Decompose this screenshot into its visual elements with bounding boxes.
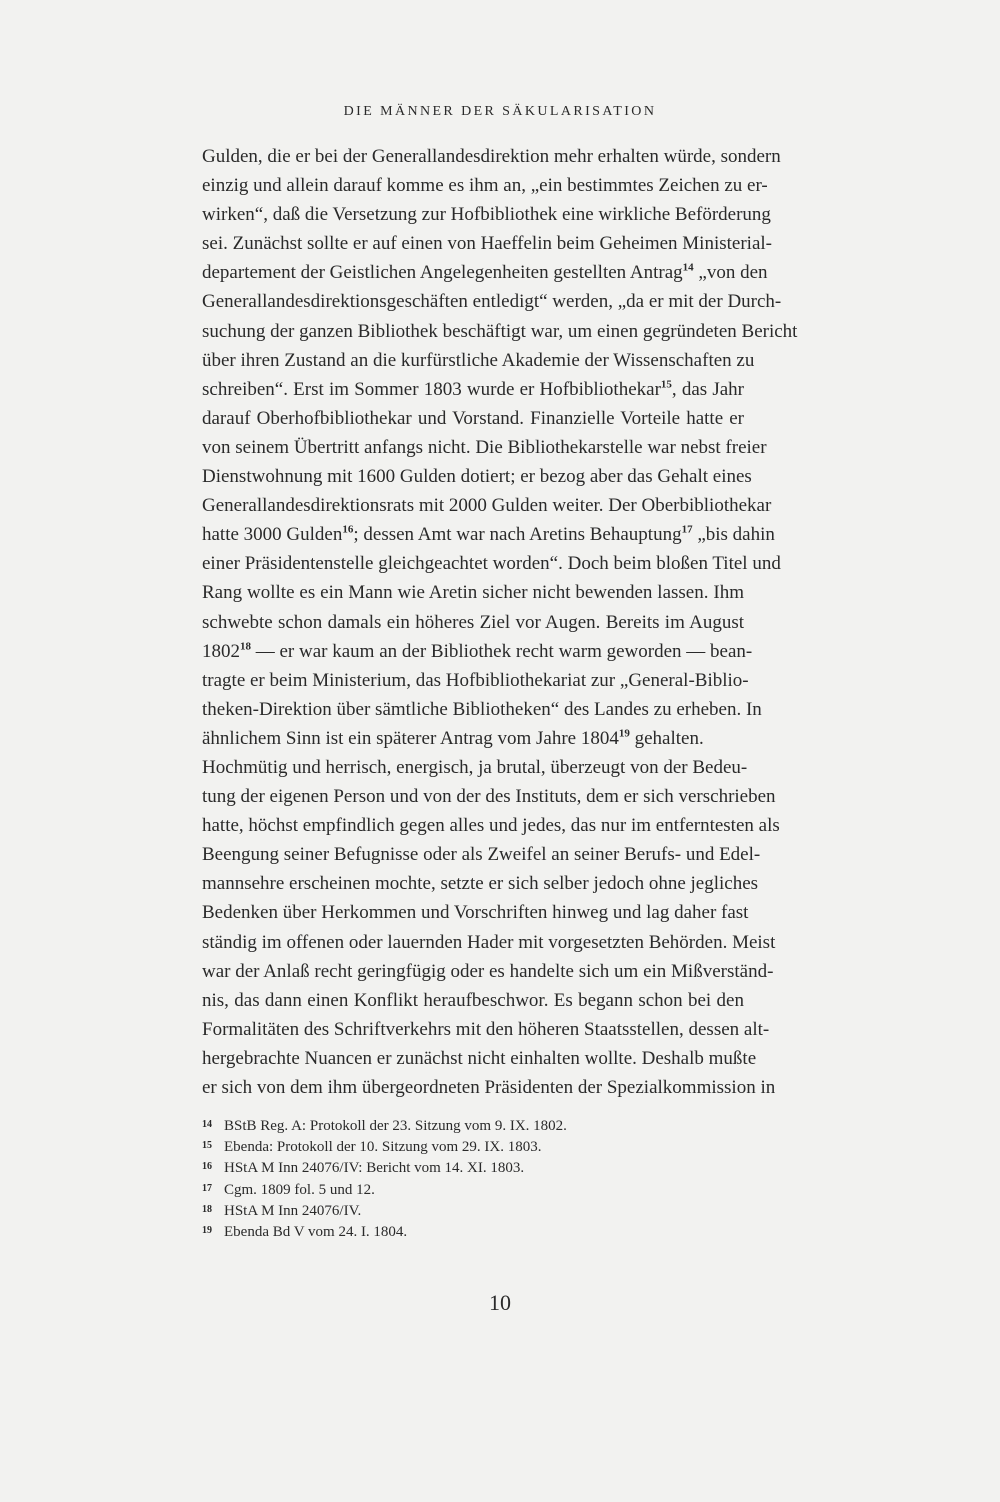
- footnote: [202, 1135, 744, 1156]
- running-head: DIE MÄNNER DER SÄKULARISATION: [343, 104, 657, 119]
- footnote-ref: 15: [660, 378, 672, 391]
- text-run: über ihren Zustand an die kurfürstliche Akademie der Wissenschaften zu: [202, 349, 755, 371]
- text-run: tragte er beim Ministerium, das Hofbibliothekariat zur „General-Biblio-: [202, 669, 749, 691]
- text-line: [202, 491, 772, 520]
- text-line: [202, 840, 761, 869]
- footnote-number: 17: [202, 1182, 212, 1194]
- footnote-ref: 14: [682, 262, 694, 275]
- page-number: 10: [489, 1290, 511, 1315]
- footnote-number: 16: [202, 1161, 212, 1173]
- text-line: [202, 898, 749, 927]
- body-text: [202, 142, 798, 1102]
- footnote-number: 15: [202, 1140, 212, 1152]
- text-line: [202, 986, 744, 1015]
- text-line: [202, 695, 762, 724]
- text-line: [202, 200, 771, 229]
- text-run: Beengung seiner Befugnisse oder als Zweifel an seiner Berufs- und Edel-: [202, 844, 761, 866]
- text-run: von seinem Übertritt anfangs nicht. Die Bibliothekarstelle war nebst freier: [202, 436, 767, 458]
- text-run: departement der Geistlichen Angelegenheiten gestellten Antrag: [202, 262, 683, 284]
- footnote: [202, 1178, 744, 1199]
- text-line: [202, 287, 782, 316]
- text-run: schwebte schon damals ein höheres Ziel vor Augen. Bereits im August: [202, 611, 744, 633]
- footnote-ref: 18: [240, 640, 251, 653]
- text-run: hatte 3000 Gulden: [202, 524, 343, 546]
- text-run: Dienstwohnung mit 1600 Gulden dotiert; er bezog aber das Gehalt eines: [202, 466, 752, 488]
- text-line: [202, 637, 753, 666]
- text-line: [202, 346, 755, 375]
- footnote: [202, 1199, 744, 1220]
- text-run: mannsehre erscheinen mochte, setzte er sich selber jedoch ohne jegliches: [202, 873, 759, 895]
- text-line: [202, 171, 768, 200]
- footnote-ref: 19: [618, 727, 630, 740]
- footnote-ref: 17: [681, 523, 693, 536]
- text-line: [202, 869, 759, 898]
- text-line: [202, 258, 768, 287]
- text-line: [202, 404, 744, 433]
- text-run: Hochmütig und herrisch, energisch, ja brutal, überzeugt von der Bedeu-: [202, 756, 748, 778]
- text-line: [202, 1015, 770, 1044]
- text-run: „von den: [693, 262, 768, 284]
- footnote-ref: 16: [342, 523, 354, 536]
- text-run: Generallandesdirektionsrats mit 2000 Gulden weiter. Der Oberbibliothekar: [202, 495, 772, 517]
- text-line: [202, 142, 781, 171]
- text-line: [202, 229, 772, 258]
- text-run: 1802: [202, 640, 240, 662]
- text-line: [202, 1073, 776, 1102]
- text-line: [202, 811, 780, 840]
- footnote-text: BStB Reg. A: Protokoll der 23. Sitzung vom 9. IX. 1802.: [224, 1118, 567, 1134]
- text-run: Rang wollte es ein Mann wie Aretin sicher nicht bewenden lassen. Ihm: [202, 582, 744, 604]
- text-run: einer Präsidentenstelle gleichgeachtet worden“. Doch beim bloßen Titel und: [202, 553, 781, 575]
- text-line: [202, 433, 767, 462]
- text-run: Formalitäten des Schriftverkehrs mit den höheren Staatsstellen, dessen alt-: [202, 1018, 770, 1040]
- text-run: wirken“, daß die Versetzung zur Hofbibliothek eine wirkliche Beförderung: [202, 204, 771, 226]
- text-run: theken-Direktion über sämtliche Bibliotheken“ des Landes zu erheben. In: [202, 698, 762, 720]
- text-run: er sich von dem ihm übergeordneten Präsidenten der Spezialkommission in: [202, 1077, 776, 1098]
- text-run: tung der eigenen Person und von der des Instituts, dem er sich verschrieben: [202, 786, 776, 808]
- footnote: [202, 1156, 744, 1177]
- text-run: Generallandesdirektionsgeschäften entledigt“ werden, „da er mit der Durch-: [202, 291, 782, 313]
- footnote-text: Cgm. 1809 fol. 5 und 12.: [224, 1181, 375, 1198]
- text-line: [202, 375, 744, 404]
- text-run: hatte, höchst empfindlich gegen alles und jedes, das nur im entferntesten als: [202, 815, 780, 837]
- text-line: [202, 928, 776, 957]
- footnote: [202, 1220, 744, 1241]
- text-run: schreiben“. Erst im Sommer 1803 wurde er Hofbibliothekar: [202, 378, 661, 400]
- text-line: [202, 317, 798, 346]
- text-run: „bis dahin: [692, 524, 775, 546]
- text-run: hergebrachte Nuancen er zunächst nicht einhalten wollte. Deshalb mußte: [202, 1047, 757, 1069]
- text-run: nis, das dann einen Konflikt heraufbeschwor. Es begann schon bei den: [202, 989, 744, 1011]
- footnote: [202, 1114, 744, 1135]
- text-line: [202, 753, 748, 782]
- text-line: [202, 957, 774, 986]
- text-line: [202, 520, 775, 549]
- text-run: ; dessen Amt war nach Aretins Behauptung: [353, 524, 682, 546]
- text-run: war der Anlaß recht geringfügig oder es handelte sich um ein Mißverständ-: [202, 960, 774, 982]
- text-run: Bedenken über Herkommen und Vorschriften hinweg und lag daher fast: [202, 902, 749, 924]
- footnote-text: Ebenda Bd V vom 24. I. 1804.: [224, 1223, 408, 1240]
- text-run: , das Jahr: [671, 378, 744, 400]
- text-line: [202, 578, 744, 607]
- footnote-text: HStA M Inn 24076/IV.: [224, 1202, 362, 1219]
- text-run: Gulden, die er bei der Generallandesdirektion mehr erhalten würde, sondern: [202, 146, 781, 167]
- text-run: sei. Zunächst sollte er auf einen von Haeffelin beim Geheimen Ministerial-: [202, 233, 772, 255]
- text-line: [202, 1044, 757, 1073]
- text-run: einzig und allein darauf komme es ihm an, „ein bestimmtes Zeichen zu er-: [202, 175, 768, 197]
- text-line: [202, 549, 781, 578]
- footnotes: [202, 1114, 744, 1241]
- text-line: [202, 608, 744, 637]
- text-line: [202, 462, 752, 491]
- footnote-text: Ebenda: Protokoll der 10. Sitzung vom 29. IX. 1803.: [224, 1139, 542, 1156]
- text-run: gehalten.: [629, 727, 704, 749]
- footnote-text: HStA M Inn 24076/IV: Bericht vom 14. XI. 1803.: [224, 1160, 525, 1177]
- text-run: ähnlichem Sinn ist ein späterer Antrag vom Jahre 1804: [202, 727, 619, 749]
- text-run: ständig im offenen oder lauernden Hader mit vorgesetzten Behörden. Meist: [202, 931, 776, 953]
- text-run: — er war kaum an der Bibliothek recht warm geworden — bean-: [251, 640, 753, 662]
- text-line: [202, 782, 776, 811]
- footnote-number: 19: [202, 1224, 212, 1236]
- footnote-number: 18: [202, 1203, 212, 1215]
- footnote-number: 14: [202, 1119, 212, 1130]
- text-run: darauf Oberhofbibliothekar und Vorstand. Finanzielle Vorteile hatte er: [202, 407, 744, 429]
- text-line: [202, 666, 749, 695]
- text-run: suchung der ganzen Bibliothek beschäftigt war, um einen gegründeten Bericht: [202, 320, 798, 342]
- text-line: [202, 724, 744, 753]
